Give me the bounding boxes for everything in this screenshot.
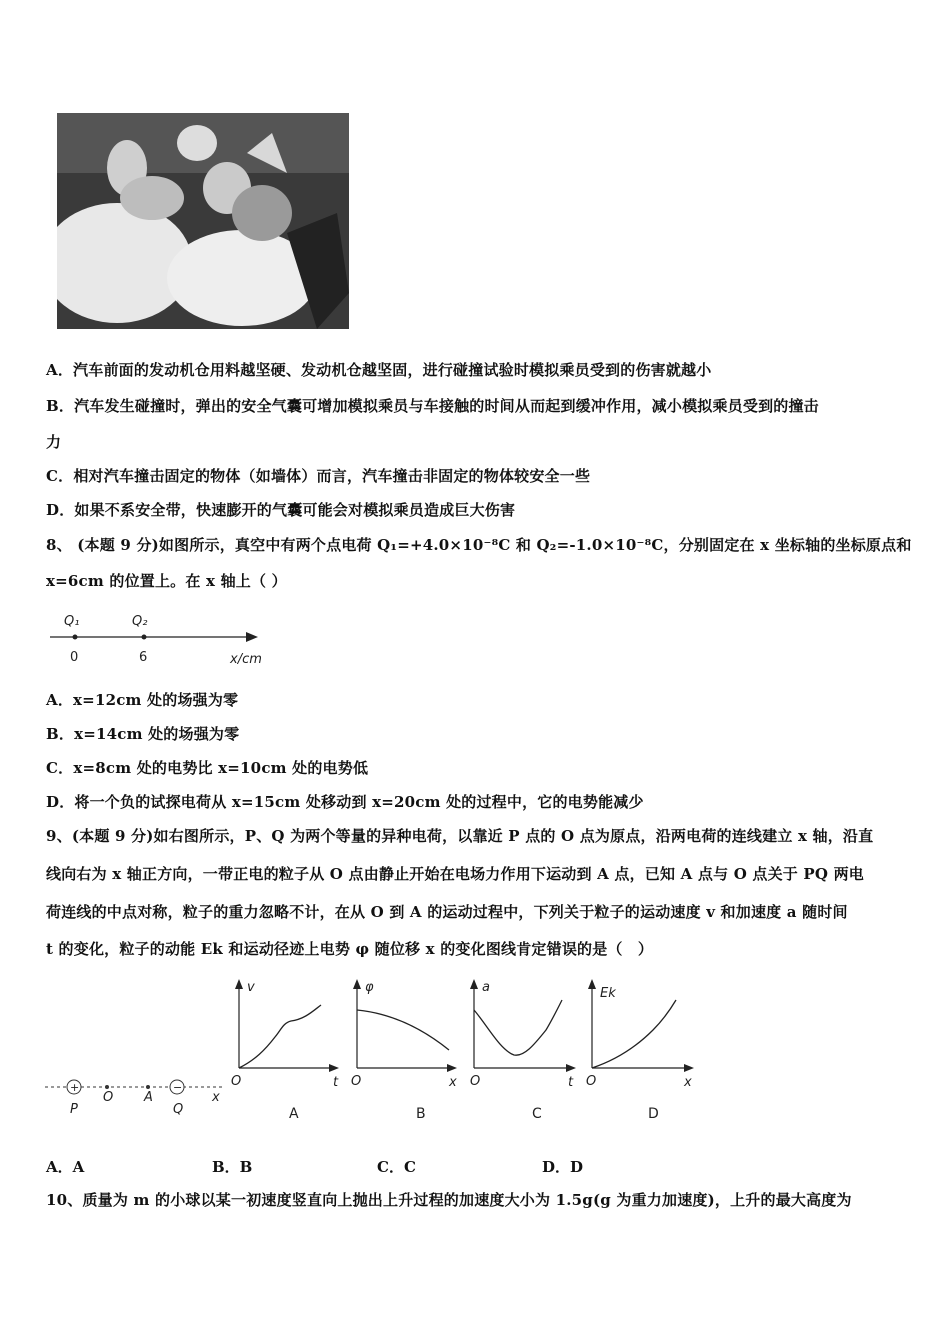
q9-charge-figure	[40, 1070, 230, 1120]
q8-stem-line1: 8、 (本题 9 分)如图所示，真空中有两个点电荷 Q₁=+4.0×10⁻⁸C 和 Q₂=-1.0×10⁻⁸C，分别固定在 x 坐标轴的坐标原点和	[46, 536, 912, 554]
q8-option-b: B．x=14cm 处的场强为零	[46, 725, 240, 743]
q9-choice-d: D．D	[542, 1158, 584, 1176]
q8-q1-label: Q₁	[64, 614, 80, 629]
q8-tick-0: 0	[70, 650, 79, 665]
q9-graph-d-origin: O	[586, 1074, 597, 1089]
q9-p-label: P	[70, 1102, 78, 1117]
q9-graph-d-curve	[592, 1000, 676, 1068]
q8-option-c: C．x=8cm 处的电势比 x=10cm 处的电势低	[46, 759, 369, 777]
q10-stem-line1: 10、质量为 m 的小球以某一初速度竖直向上抛出上升过程的加速度大小为 1.5g(g 为重力加速度)，上升的最大高度为	[46, 1191, 852, 1209]
q8-stem-line2: x=6cm 的位置上。在 x 轴上（ ）	[46, 572, 287, 590]
q9-graph-a-origin: O	[231, 1074, 242, 1089]
q9-graph-b-caption: B	[416, 1106, 426, 1120]
q9-graph-d-xlabel: x	[684, 1075, 692, 1090]
q9-graph-a-ylabel: v	[247, 980, 255, 995]
q9-o-label: O	[103, 1090, 114, 1105]
q8-q2-point	[142, 635, 147, 640]
q9-graph-c	[462, 975, 582, 1120]
q7-option-c: C．相对汽车撞击固定的物体（如墙体）而言，汽车撞击非固定的物体较安全一些	[46, 467, 591, 485]
q7-option-b: B．汽车发生碰撞时，弹出的安全气囊可增加模拟乘员与车接触的时间从而起到缓冲作用，减小模拟乘员受到的撞击	[46, 397, 819, 415]
q9-graph-c-curve	[474, 1000, 562, 1055]
q7-option-b-cont: 力	[46, 433, 62, 451]
q9-choice-c: C．C	[377, 1158, 416, 1176]
q9-graph-c-ylabel: a	[482, 980, 490, 995]
q8-option-d: D．将一个负的试探电荷从 x=15cm 处移动到 x=20cm 处的过程中，它的电势能减少	[46, 793, 644, 811]
q9-graph-b	[343, 975, 463, 1120]
q8-option-a: A．x=12cm 处的场强为零	[46, 691, 239, 709]
q9-q-label: Q	[173, 1102, 184, 1117]
q9-a-point	[146, 1085, 150, 1089]
q8-axis-figure	[40, 605, 280, 670]
q8-q1-point	[73, 635, 78, 640]
minus-sign-icon: −	[173, 1081, 183, 1094]
q7-option-a: A．汽车前面的发动机仓用料越坚硬、发动机仓越坚固，进行碰撞试验时模拟乘员受到的伤害就越小	[46, 361, 712, 379]
q9-stem-line2: 线向右为 x 轴正方向，一带正电的粒子从 O 点由静止开始在电场力作用下运动到 A 点，已知 A 点与 O 点关于 PQ 两电	[46, 865, 864, 883]
q9-graph-a-curve	[239, 1005, 321, 1068]
q9-graph-c-caption: C	[532, 1106, 542, 1120]
q9-graph-a-xlabel: t	[333, 1075, 339, 1090]
q9-graph-a	[225, 975, 345, 1120]
plus-sign-icon: +	[70, 1081, 80, 1094]
q9-graph-d-caption: D	[648, 1106, 659, 1120]
q7-option-d: D．如果不系安全带，快速膨开的气囊可能会对模拟乘员造成巨大伤害	[46, 501, 516, 519]
q9-stem-line4: t 的变化，粒子的动能 Ek 和运动径迹上电势 φ 随位移 x 的变化图线肯定错误的是（ ）	[46, 940, 654, 958]
q9-choice-b: B．B	[212, 1158, 253, 1176]
q9-stem-line3: 荷连线的中点对称，粒子的重力忽略不计，在从 O 到 A 的运动过程中，下列关于粒子的运动速度 v 和加速度 a 随时间	[46, 903, 848, 921]
q8-axis-arrow	[246, 632, 258, 642]
q9-graph-d-ylabel: Ek	[600, 986, 616, 1001]
q9-choice-a: A．A	[46, 1158, 85, 1176]
q9-graph-b-origin: O	[351, 1074, 362, 1089]
q8-tick-6: 6	[139, 650, 148, 665]
q9-graph-c-origin: O	[470, 1074, 481, 1089]
q9-a-label: A	[144, 1090, 153, 1105]
q8-q2-label: Q₂	[132, 614, 148, 629]
q9-x-label: x	[212, 1090, 220, 1105]
q9-graph-d	[578, 975, 700, 1120]
q9-graph-b-ylabel: φ	[365, 980, 374, 995]
q9-graph-b-xlabel: x	[449, 1075, 457, 1090]
crash-test-photo	[57, 113, 349, 329]
crash-test-photo-drawing	[57, 113, 349, 329]
q9-graph-b-curve	[357, 1010, 449, 1050]
q9-stem-line1: 9、(本题 9 分)如右图所示，P、Q 为两个等量的异种电荷，以靠近 P 点的 O 点为原点，沿两电荷的连线建立 x 轴，沿直	[46, 827, 874, 845]
q9-graph-c-xlabel: t	[568, 1075, 574, 1090]
q9-o-point	[105, 1085, 109, 1089]
q9-graph-a-caption: A	[289, 1106, 299, 1120]
q8-axis-label: x/cm	[230, 652, 262, 667]
